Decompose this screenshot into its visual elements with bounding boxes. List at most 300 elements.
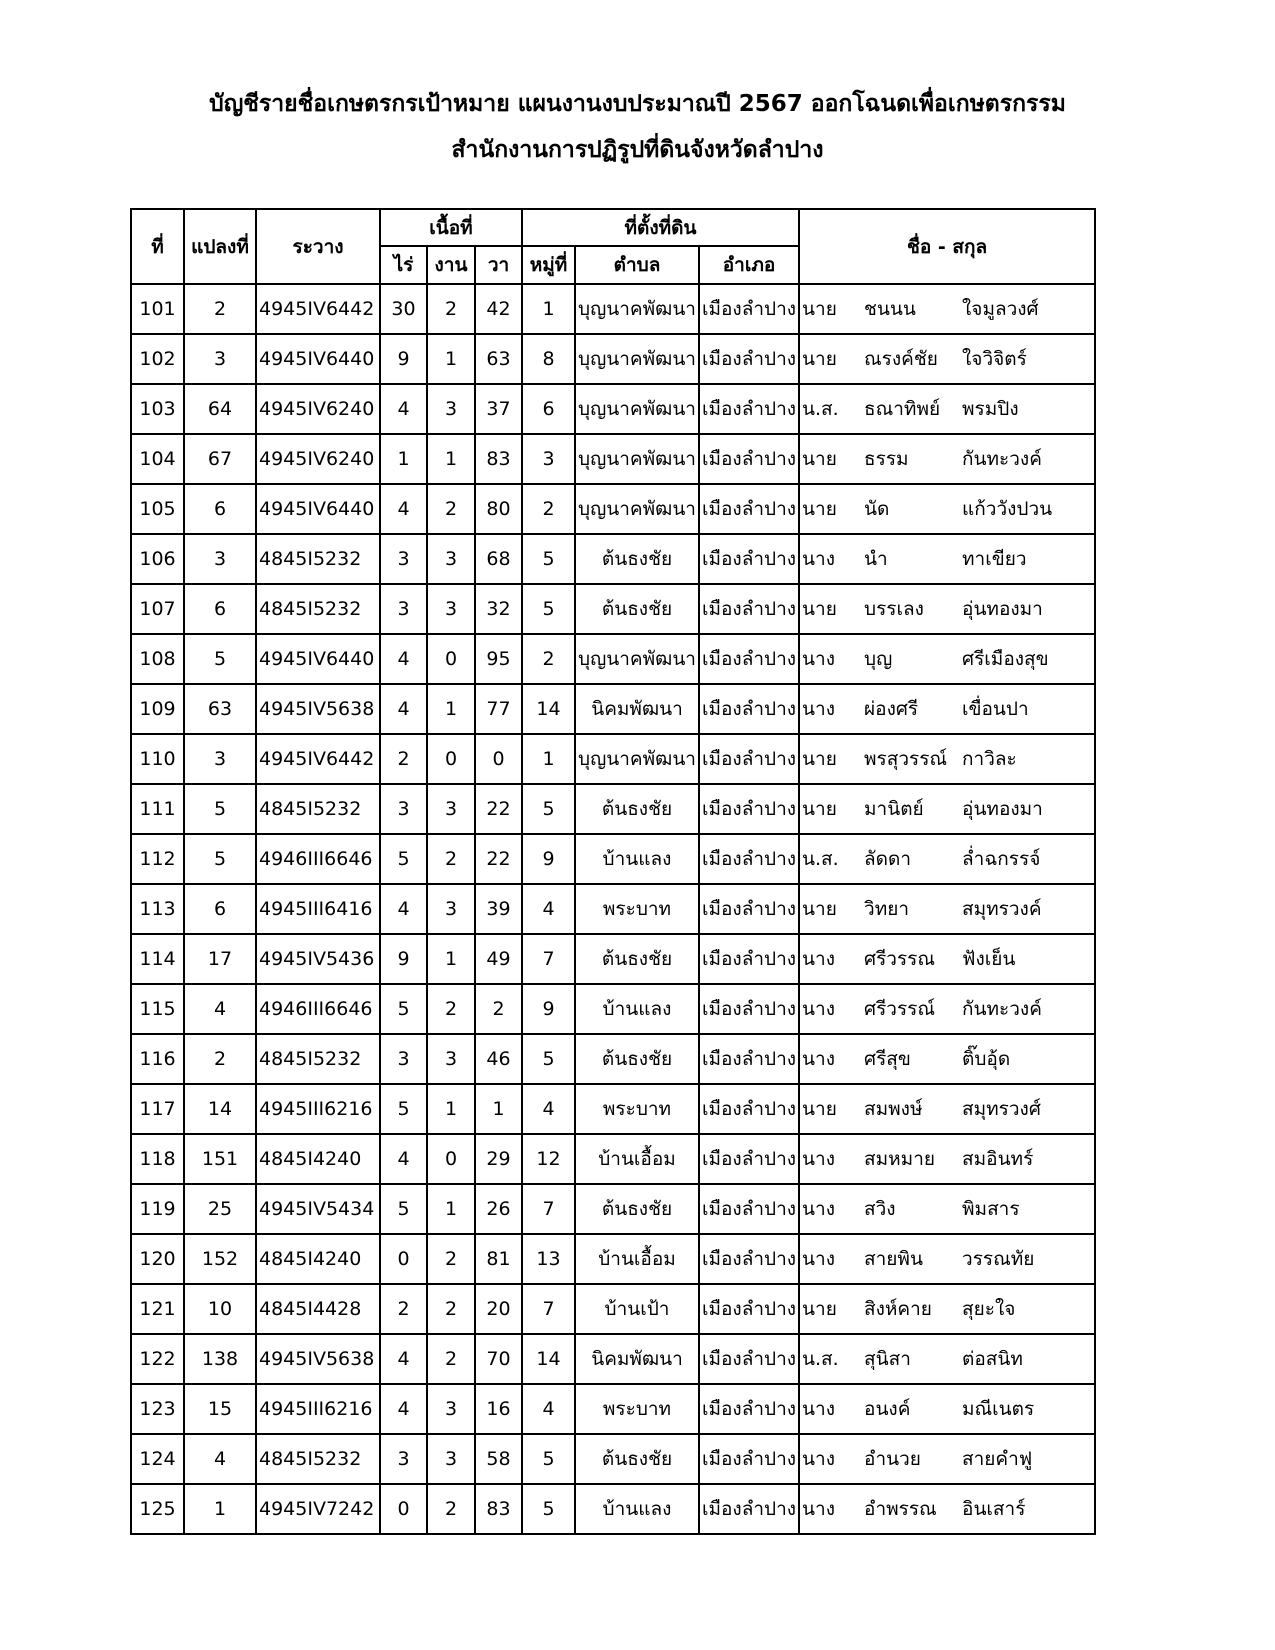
header-no: ที่ xyxy=(131,209,184,284)
name-first: ศรีวรรณ xyxy=(864,948,936,970)
cell-rai: 4 xyxy=(380,484,427,534)
name-first: สุนิสา xyxy=(864,1348,911,1370)
name-last: สายคำฟู xyxy=(962,1448,1033,1470)
cell-wa: 22 xyxy=(475,834,522,884)
cell-rai: 2 xyxy=(380,734,427,784)
header-name: ชื่อ - สกุล xyxy=(799,209,1095,284)
cell-no: 115 xyxy=(131,984,184,1034)
name-prefix: นาง xyxy=(802,1198,835,1220)
cell-moo: 5 xyxy=(522,584,575,634)
cell-rai: 3 xyxy=(380,1434,427,1484)
cell-tambon: พระบาท xyxy=(575,884,699,934)
cell-zone: 4945III6416 xyxy=(256,884,380,934)
cell-plot: 3 xyxy=(184,734,256,784)
cell-moo: 8 xyxy=(522,334,575,384)
cell-rai: 0 xyxy=(380,1484,427,1534)
cell-name xyxy=(799,1034,1095,1084)
name-last: ศรีเมืองสุข xyxy=(962,648,1049,670)
table-row xyxy=(131,384,1095,434)
cell-plot: 1 xyxy=(184,1484,256,1534)
cell-tambon: ต้นธงชัย xyxy=(575,1434,699,1484)
name-last: มณีเนตร xyxy=(962,1398,1035,1420)
cell-ngan: 2 xyxy=(427,1334,475,1384)
name-first: สายพิน xyxy=(864,1248,923,1270)
cell-zone: 4845I5232 xyxy=(256,1034,380,1084)
cell-wa: 22 xyxy=(475,784,522,834)
name-last: ใจวิจิตร์ xyxy=(962,348,1027,370)
cell-plot: 5 xyxy=(184,634,256,684)
cell-tambon: บ้านแลง xyxy=(575,1484,699,1534)
name-last: ใจมูลวงศ์ xyxy=(962,298,1039,320)
name-first: อำนวย xyxy=(864,1448,921,1470)
name-first: ธรรม xyxy=(864,448,909,470)
cell-wa: 32 xyxy=(475,584,522,634)
cell-no: 113 xyxy=(131,884,184,934)
cell-rai: 3 xyxy=(380,584,427,634)
cell-rai: 3 xyxy=(380,784,427,834)
cell-wa: 16 xyxy=(475,1384,522,1434)
cell-name xyxy=(799,1084,1095,1134)
cell-zone: 4945IV5434 xyxy=(256,1184,380,1234)
name-last: เขื่อนปา xyxy=(962,698,1029,720)
cell-name xyxy=(799,334,1095,384)
cell-moo: 4 xyxy=(522,884,575,934)
cell-moo: 2 xyxy=(522,634,575,684)
name-prefix: นาง xyxy=(802,1248,835,1270)
cell-wa: 83 xyxy=(475,1484,522,1534)
cell-wa: 95 xyxy=(475,634,522,684)
name-prefix: นาย xyxy=(802,1098,837,1120)
name-first: พรสุวรรณ์ xyxy=(864,748,948,770)
table-row xyxy=(131,1234,1095,1284)
cell-tambon: บุญนาคพัฒนา xyxy=(575,384,699,434)
cell-ngan: 3 xyxy=(427,884,475,934)
cell-zone: 4945IV6440 xyxy=(256,634,380,684)
cell-no: 112 xyxy=(131,834,184,884)
cell-rai: 4 xyxy=(380,884,427,934)
name-first: สมพงษ์ xyxy=(864,1098,923,1120)
table-row xyxy=(131,1034,1095,1084)
cell-moo: 1 xyxy=(522,734,575,784)
header-wa: วา xyxy=(475,246,522,284)
cell-moo: 5 xyxy=(522,784,575,834)
table-header xyxy=(131,209,1095,284)
cell-amphoe: เมืองลำปาง xyxy=(699,734,799,784)
cell-plot: 3 xyxy=(184,534,256,584)
cell-wa: 26 xyxy=(475,1184,522,1234)
table-row xyxy=(131,734,1095,784)
cell-amphoe: เมืองลำปาง xyxy=(699,684,799,734)
cell-wa: 46 xyxy=(475,1034,522,1084)
cell-rai: 9 xyxy=(380,334,427,384)
cell-tambon: บ้านเป้า xyxy=(575,1284,699,1334)
name-last: สมุทรวงค์ xyxy=(962,898,1042,920)
name-prefix: นาง xyxy=(802,998,835,1020)
cell-amphoe: เมืองลำปาง xyxy=(699,1434,799,1484)
header-amphoe: อำเภอ xyxy=(699,246,799,284)
cell-no: 122 xyxy=(131,1334,184,1384)
header-rai: ไร่ xyxy=(380,246,427,284)
cell-name xyxy=(799,284,1095,334)
cell-ngan: 2 xyxy=(427,484,475,534)
cell-name xyxy=(799,834,1095,884)
cell-amphoe: เมืองลำปาง xyxy=(699,1134,799,1184)
name-prefix: นาย xyxy=(802,748,837,770)
name-last: พิมสาร xyxy=(962,1198,1020,1220)
name-prefix: นาง xyxy=(802,1148,835,1170)
name-prefix: นาง xyxy=(802,648,835,670)
cell-no: 107 xyxy=(131,584,184,634)
name-prefix: นาย xyxy=(802,1298,837,1320)
table-row xyxy=(131,1134,1095,1184)
cell-name xyxy=(799,1384,1095,1434)
cell-tambon: ต้นธงชัย xyxy=(575,534,699,584)
cell-ngan: 2 xyxy=(427,984,475,1034)
cell-amphoe: เมืองลำปาง xyxy=(699,884,799,934)
table-body xyxy=(131,284,1095,1534)
cell-name xyxy=(799,984,1095,1034)
name-last: ติ๊บอุ้ด xyxy=(962,1048,1011,1070)
cell-moo: 3 xyxy=(522,434,575,484)
cell-wa: 0 xyxy=(475,734,522,784)
cell-tambon: บุญนาคพัฒนา xyxy=(575,634,699,684)
cell-ngan: 1 xyxy=(427,1184,475,1234)
cell-no: 124 xyxy=(131,1434,184,1484)
cell-plot: 67 xyxy=(184,434,256,484)
name-prefix: นาง xyxy=(802,948,835,970)
cell-ngan: 1 xyxy=(427,334,475,384)
cell-rai: 5 xyxy=(380,1084,427,1134)
name-last: ฟังเย็น xyxy=(962,948,1016,970)
cell-ngan: 0 xyxy=(427,634,475,684)
name-first: อนงค์ xyxy=(864,1398,911,1420)
header-ngan: งาน xyxy=(427,246,475,284)
cell-name xyxy=(799,1434,1095,1484)
cell-ngan: 1 xyxy=(427,1084,475,1134)
name-last: กาวิละ xyxy=(962,748,1017,770)
table-row xyxy=(131,934,1095,984)
table-row xyxy=(131,1434,1095,1484)
name-first: วิทยา xyxy=(864,898,910,920)
cell-tambon: บ้านแลง xyxy=(575,834,699,884)
cell-wa: 42 xyxy=(475,284,522,334)
table-row xyxy=(131,784,1095,834)
cell-name xyxy=(799,784,1095,834)
table-row xyxy=(131,834,1095,884)
cell-wa: 29 xyxy=(475,1134,522,1184)
cell-ngan: 3 xyxy=(427,784,475,834)
cell-no: 114 xyxy=(131,934,184,984)
cell-wa: 83 xyxy=(475,434,522,484)
cell-tambon: ต้นธงชัย xyxy=(575,1034,699,1084)
document-title: บัญชีรายชื่อเกษตรกรเป้าหมาย แผนงานงบประมาณปี 2567 ออกโฉนดเพื่อเกษตรกรรม xyxy=(209,91,1066,117)
cell-plot: 2 xyxy=(184,284,256,334)
cell-amphoe: เมืองลำปาง xyxy=(699,1184,799,1234)
cell-plot: 2 xyxy=(184,1034,256,1084)
name-prefix: นาย xyxy=(802,898,837,920)
cell-amphoe: เมืองลำปาง xyxy=(699,1084,799,1134)
cell-plot: 25 xyxy=(184,1184,256,1234)
cell-zone: 4945IV5638 xyxy=(256,1334,380,1384)
name-prefix: นาย xyxy=(802,498,837,520)
name-last: พรมปิง xyxy=(962,398,1019,420)
cell-plot: 15 xyxy=(184,1384,256,1434)
cell-plot: 63 xyxy=(184,684,256,734)
cell-zone: 4945III6216 xyxy=(256,1384,380,1434)
cell-rai: 4 xyxy=(380,634,427,684)
cell-rai: 5 xyxy=(380,1184,427,1234)
cell-rai: 4 xyxy=(380,1134,427,1184)
name-last: อุ่นทองมา xyxy=(962,598,1043,620)
cell-zone: 4845I4240 xyxy=(256,1134,380,1184)
cell-rai: 3 xyxy=(380,1034,427,1084)
cell-wa: 77 xyxy=(475,684,522,734)
cell-ngan: 3 xyxy=(427,1434,475,1484)
cell-moo: 1 xyxy=(522,284,575,334)
name-prefix: นาง xyxy=(802,548,835,570)
cell-rai: 0 xyxy=(380,1234,427,1284)
name-prefix: นาง xyxy=(802,1048,835,1070)
cell-zone: 4845I5232 xyxy=(256,534,380,584)
cell-name xyxy=(799,934,1095,984)
cell-amphoe: เมืองลำปาง xyxy=(699,1334,799,1384)
name-last: อินเสาร์ xyxy=(962,1498,1026,1520)
cell-zone: 4945IV5436 xyxy=(256,934,380,984)
cell-ngan: 3 xyxy=(427,534,475,584)
cell-moo: 4 xyxy=(522,1384,575,1434)
cell-moo: 4 xyxy=(522,1084,575,1134)
cell-moo: 9 xyxy=(522,834,575,884)
name-first: สวิง xyxy=(864,1198,896,1220)
cell-moo: 7 xyxy=(522,934,575,984)
cell-rai: 9 xyxy=(380,934,427,984)
cell-zone: 4945IV6440 xyxy=(256,484,380,534)
cell-wa: 1 xyxy=(475,1084,522,1134)
header-area: เนื้อที่ xyxy=(380,209,522,246)
cell-name xyxy=(799,534,1095,584)
name-first: ณรงค์ชัย xyxy=(864,348,938,370)
table-row xyxy=(131,1284,1095,1334)
cell-amphoe: เมืองลำปาง xyxy=(699,334,799,384)
cell-tambon: ต้นธงชัย xyxy=(575,784,699,834)
table-row xyxy=(131,484,1095,534)
cell-tambon: ต้นธงชัย xyxy=(575,584,699,634)
cell-moo: 9 xyxy=(522,984,575,1034)
cell-plot: 6 xyxy=(184,484,256,534)
name-first: บรรเลง xyxy=(864,598,924,620)
cell-tambon: พระบาท xyxy=(575,1384,699,1434)
cell-amphoe: เมืองลำปาง xyxy=(699,484,799,534)
cell-amphoe: เมืองลำปาง xyxy=(699,1034,799,1084)
cell-plot: 151 xyxy=(184,1134,256,1184)
cell-ngan: 2 xyxy=(427,834,475,884)
cell-zone: 4945IV7242 xyxy=(256,1484,380,1534)
cell-ngan: 2 xyxy=(427,1484,475,1534)
cell-ngan: 3 xyxy=(427,384,475,434)
cell-tambon: บุญนาคพัฒนา xyxy=(575,284,699,334)
cell-name xyxy=(799,484,1095,534)
table-row xyxy=(131,984,1095,1034)
cell-tambon: พระบาท xyxy=(575,1084,699,1134)
cell-plot: 138 xyxy=(184,1334,256,1384)
cell-no: 103 xyxy=(131,384,184,434)
name-first: ศรีวรรณ์ xyxy=(864,998,936,1020)
cell-amphoe: เมืองลำปาง xyxy=(699,284,799,334)
cell-zone: 4845I5232 xyxy=(256,584,380,634)
cell-name xyxy=(799,1334,1095,1384)
table-row xyxy=(131,1184,1095,1234)
cell-wa: 37 xyxy=(475,384,522,434)
cell-plot: 6 xyxy=(184,584,256,634)
cell-moo: 6 xyxy=(522,384,575,434)
cell-zone: 4945IV6240 xyxy=(256,384,380,434)
cell-amphoe: เมืองลำปาง xyxy=(699,384,799,434)
cell-no: 106 xyxy=(131,534,184,584)
name-first: มานิตย์ xyxy=(864,798,924,820)
name-prefix: นาง xyxy=(802,698,835,720)
name-first: สิงห์คาย xyxy=(864,1298,932,1320)
cell-rai: 5 xyxy=(380,834,427,884)
cell-tambon: นิคมพัฒนา xyxy=(575,1334,699,1384)
cell-name xyxy=(799,384,1095,434)
cell-no: 101 xyxy=(131,284,184,334)
table-row xyxy=(131,1484,1095,1534)
cell-wa: 39 xyxy=(475,884,522,934)
name-last: แก้ววังปวน xyxy=(962,498,1053,520)
cell-ngan: 2 xyxy=(427,284,475,334)
cell-moo: 5 xyxy=(522,1484,575,1534)
cell-rai: 1 xyxy=(380,434,427,484)
header-moo: หมู่ที่ xyxy=(522,246,575,284)
cell-tambon: บ้านแลง xyxy=(575,984,699,1034)
cell-ngan: 1 xyxy=(427,434,475,484)
cell-no: 102 xyxy=(131,334,184,384)
cell-wa: 68 xyxy=(475,534,522,584)
cell-tambon: บ้านเอื้อม xyxy=(575,1134,699,1184)
cell-plot: 10 xyxy=(184,1284,256,1334)
name-first: นัด xyxy=(864,498,890,520)
name-first: ลัดดา xyxy=(864,848,912,870)
cell-no: 116 xyxy=(131,1034,184,1084)
cell-amphoe: เมืองลำปาง xyxy=(699,1384,799,1434)
name-prefix: นาย xyxy=(802,598,837,620)
cell-plot: 17 xyxy=(184,934,256,984)
name-first: นำ xyxy=(864,548,888,570)
cell-wa: 2 xyxy=(475,984,522,1034)
name-prefix: น.ส. xyxy=(802,848,839,870)
cell-tambon: บ้านเอื้อม xyxy=(575,1234,699,1284)
cell-zone: 4945IV6240 xyxy=(256,434,380,484)
cell-ngan: 3 xyxy=(427,584,475,634)
cell-name xyxy=(799,434,1095,484)
cell-plot: 4 xyxy=(184,1434,256,1484)
name-last: ล่ำฉกรรจ์ xyxy=(962,848,1041,870)
cell-amphoe: เมืองลำปาง xyxy=(699,1484,799,1534)
cell-name xyxy=(799,1484,1095,1534)
cell-amphoe: เมืองลำปาง xyxy=(699,984,799,1034)
table-row xyxy=(131,334,1095,384)
cell-no: 108 xyxy=(131,634,184,684)
cell-no: 119 xyxy=(131,1184,184,1234)
cell-zone: 4845I5232 xyxy=(256,784,380,834)
cell-zone: 4945IV6442 xyxy=(256,734,380,784)
cell-amphoe: เมืองลำปาง xyxy=(699,1284,799,1334)
table-row xyxy=(131,434,1095,484)
cell-rai: 4 xyxy=(380,1334,427,1384)
cell-tambon: บุญนาคพัฒนา xyxy=(575,484,699,534)
table-row xyxy=(131,284,1095,334)
cell-ngan: 3 xyxy=(427,1034,475,1084)
cell-no: 120 xyxy=(131,1234,184,1284)
cell-name xyxy=(799,1134,1095,1184)
name-prefix: นาง xyxy=(802,1448,835,1470)
cell-rai: 2 xyxy=(380,1284,427,1334)
cell-tambon: ต้นธงชัย xyxy=(575,934,699,984)
name-first: ธณาทิพย์ xyxy=(864,398,941,420)
table-row xyxy=(131,1384,1095,1434)
cell-no: 121 xyxy=(131,1284,184,1334)
cell-tambon: ต้นธงชัย xyxy=(575,1184,699,1234)
farmer-roster-table xyxy=(130,208,1096,1535)
name-last: อุ่นทองมา xyxy=(962,798,1043,820)
cell-amphoe: เมืองลำปาง xyxy=(699,634,799,684)
cell-rai: 5 xyxy=(380,984,427,1034)
name-prefix: น.ส. xyxy=(802,398,839,420)
name-last: สมอินทร์ xyxy=(962,1148,1034,1170)
cell-moo: 7 xyxy=(522,1284,575,1334)
cell-ngan: 1 xyxy=(427,684,475,734)
name-last: ต่อสนิท xyxy=(962,1348,1023,1370)
cell-amphoe: เมืองลำปาง xyxy=(699,1234,799,1284)
cell-name xyxy=(799,1184,1095,1234)
name-last: ทาเขียว xyxy=(962,548,1027,570)
cell-amphoe: เมืองลำปาง xyxy=(699,534,799,584)
cell-zone: 4845I4240 xyxy=(256,1234,380,1284)
cell-no: 110 xyxy=(131,734,184,784)
cell-zone: 4845I5232 xyxy=(256,1434,380,1484)
cell-amphoe: เมืองลำปาง xyxy=(699,434,799,484)
cell-ngan: 3 xyxy=(427,1384,475,1434)
cell-zone: 4945IV5638 xyxy=(256,684,380,734)
name-prefix: นาง xyxy=(802,1398,835,1420)
cell-name xyxy=(799,734,1095,784)
table-row xyxy=(131,1334,1095,1384)
cell-rai: 3 xyxy=(380,534,427,584)
cell-wa: 70 xyxy=(475,1334,522,1384)
header-zone: ระวาง xyxy=(256,209,380,284)
cell-no: 109 xyxy=(131,684,184,734)
cell-plot: 4 xyxy=(184,984,256,1034)
name-prefix: นาย xyxy=(802,348,837,370)
cell-no: 123 xyxy=(131,1384,184,1434)
name-last: สมุทรวงศ์ xyxy=(962,1098,1041,1120)
cell-moo: 14 xyxy=(522,684,575,734)
cell-wa: 20 xyxy=(475,1284,522,1334)
cell-no: 104 xyxy=(131,434,184,484)
cell-moo: 7 xyxy=(522,1184,575,1234)
name-prefix: นาง xyxy=(802,1498,835,1520)
cell-rai: 30 xyxy=(380,284,427,334)
cell-wa: 49 xyxy=(475,934,522,984)
cell-moo: 2 xyxy=(522,484,575,534)
cell-moo: 14 xyxy=(522,1334,575,1384)
cell-plot: 3 xyxy=(184,334,256,384)
cell-name xyxy=(799,1284,1095,1334)
name-prefix: นาย xyxy=(802,298,837,320)
cell-zone: 4946III6646 xyxy=(256,984,380,1034)
cell-ngan: 0 xyxy=(427,1134,475,1184)
table-row xyxy=(131,584,1095,634)
